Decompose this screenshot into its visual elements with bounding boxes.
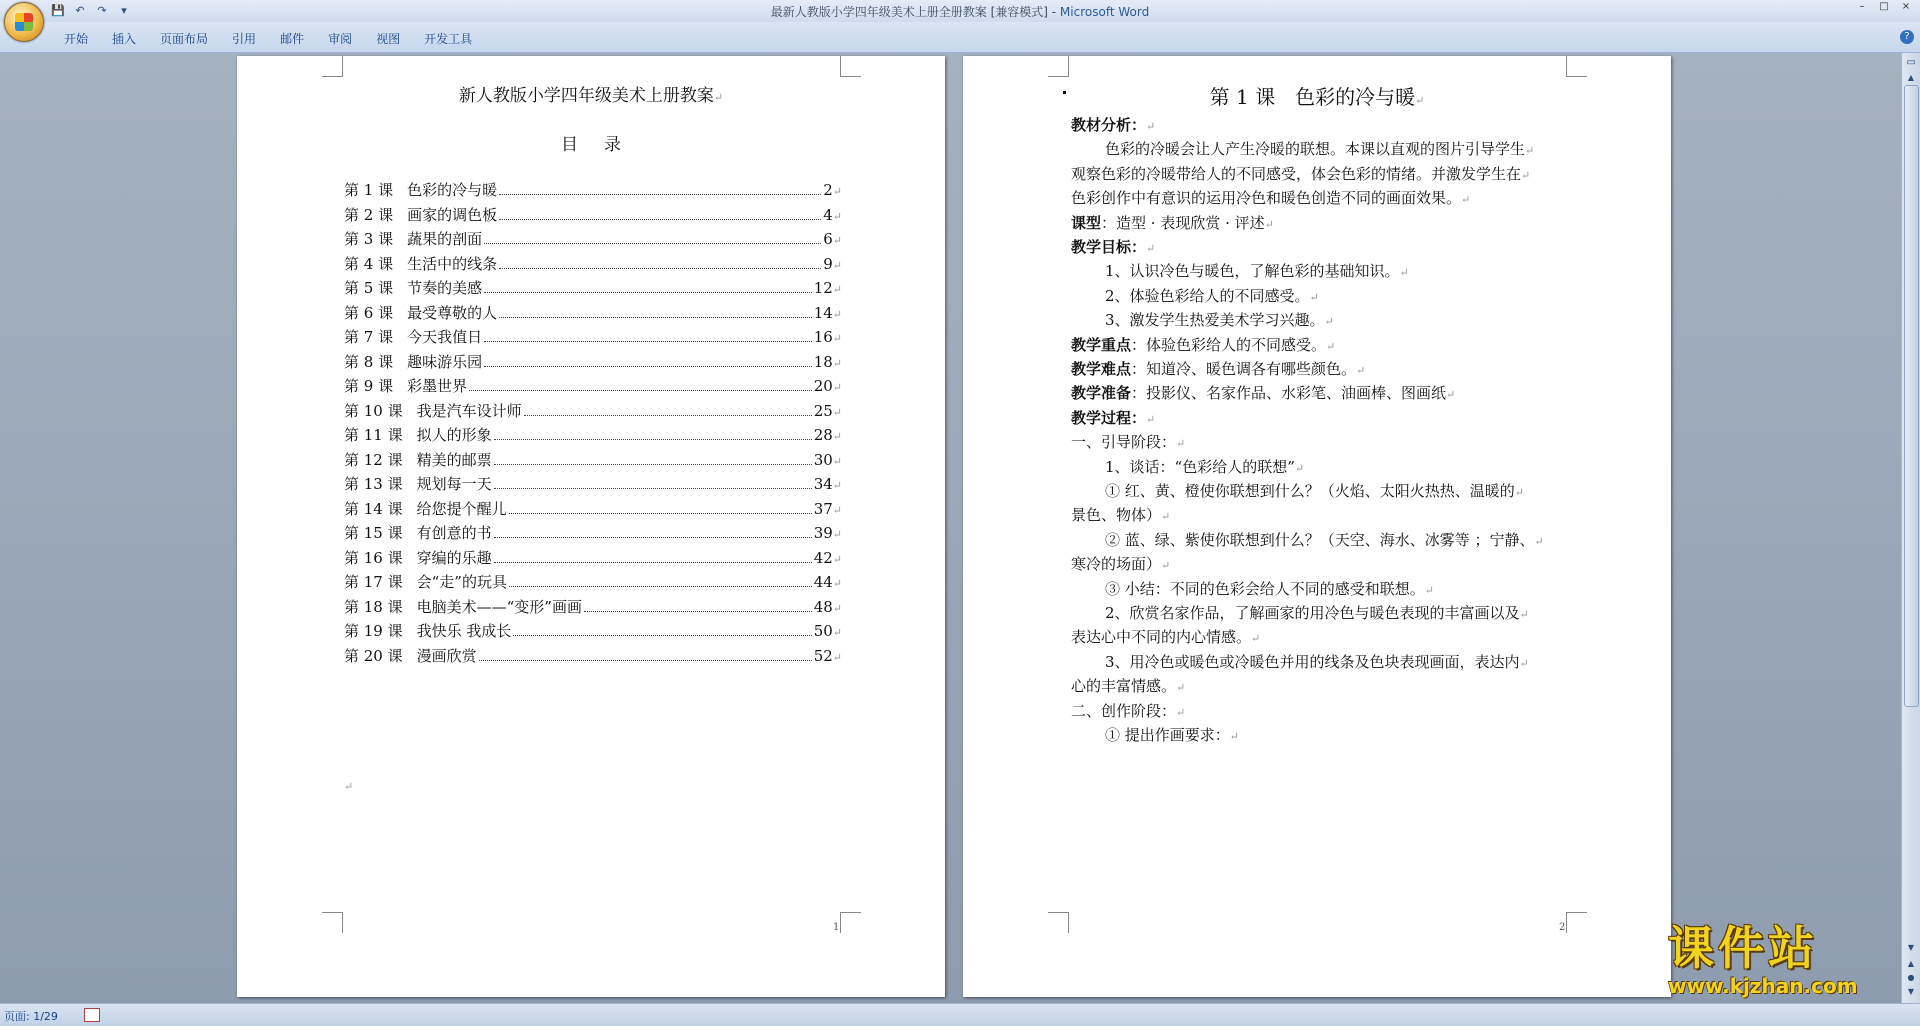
toc-entry-page: 44 — [813, 573, 833, 591]
paragraph-mark: ↵ — [832, 503, 842, 517]
paragraph-mark: ↵ — [832, 650, 842, 664]
toc-leader-dots — [484, 280, 812, 293]
section-label: 教学准备 — [1071, 384, 1132, 403]
paragraph-mark: ↵ — [1176, 705, 1186, 719]
scroll-down-icon[interactable]: ▼ — [1907, 943, 1915, 952]
body-line — [1071, 187, 1470, 208]
toc-entry-page: 42 — [813, 548, 833, 567]
toc-entry[interactable] — [344, 400, 842, 420]
body-line — [1071, 675, 1185, 696]
paragraph-mark: ↵ — [1356, 364, 1366, 377]
toc-entry-page: 37 — [813, 499, 833, 518]
toc-leader-dots — [479, 648, 812, 661]
toc-entry[interactable] — [344, 375, 842, 395]
toc-entry-number: 第 7 课 — [344, 328, 394, 346]
toc-entry-page: 48 — [813, 597, 833, 616]
paragraph-mark: ↵ — [832, 405, 842, 419]
proofing-icon[interactable] — [84, 1008, 100, 1022]
toc-entry-number: 第 9 课 — [344, 377, 394, 395]
document-main-title-text: 新人教版小学四年级美术上册教案 — [458, 86, 714, 106]
body-line — [1071, 382, 1455, 403]
paragraph-mark: ↵ — [1534, 534, 1544, 548]
toc-entry-page: 20 — [813, 377, 833, 395]
margin-corner-mark — [840, 912, 861, 933]
toc-entry-page: 25 — [813, 401, 833, 420]
window-controls — [1852, 0, 1916, 14]
previous-page-icon[interactable]: ▲ — [1907, 959, 1915, 968]
toc-leader-dots — [499, 256, 821, 269]
toc-entry-number: 第 5 课 — [344, 279, 394, 297]
body-text: 2、欣赏名家作品，了解画家的用冷色与暖色表现的丰富画以及 — [1105, 604, 1520, 622]
paragraph-mark: ↵ — [1446, 388, 1456, 402]
toc-leader-dots — [469, 378, 812, 391]
paragraph-mark: ↵ — [832, 283, 842, 296]
body-text: ：体验色彩给人的不同感受。 — [1131, 335, 1327, 354]
close-button[interactable]: × — [1901, 1, 1911, 12]
body-text: 寒冷的场面） — [1071, 555, 1162, 574]
toc-entry[interactable] — [344, 547, 842, 567]
body-text: ：知道冷、暖色调各有哪些颜色。 — [1131, 360, 1357, 378]
document-title: 最新人教版小学四年级美术上册全册教案 [兼容模式] - — [770, 5, 1060, 19]
toc-entry-title: 拟人的形象 — [416, 426, 492, 444]
body-text: ② 蓝、绿、紫使你联想到什么？（天空、海水、冰雾等 ；宁静、 — [1105, 530, 1535, 549]
toc-entry[interactable] — [344, 351, 842, 371]
toc-entry-title: 有创意的书 — [416, 524, 492, 542]
body-text: 1、认识冷色与暖色，了解色彩的基础知识。 — [1105, 262, 1400, 281]
paragraph-mark: ↵ — [1424, 583, 1434, 597]
body-line — [1071, 358, 1365, 379]
paragraph-mark: ↵ — [1519, 656, 1529, 670]
office-button[interactable] — [4, 2, 44, 42]
body-line — [1105, 578, 1434, 599]
toc-leader-dots — [494, 427, 812, 440]
paragraph-mark: ↵ — [1521, 168, 1531, 182]
lesson-title-text: 第 1 课 色彩的冷与暖 — [1209, 85, 1416, 109]
toc-entry-number: 第 10 课 — [344, 401, 403, 420]
browse-object-icon[interactable]: ● — [1907, 973, 1915, 982]
toc-heading — [237, 130, 945, 155]
section-label: 课型 — [1071, 213, 1102, 232]
paragraph-mark: ↵ — [1324, 315, 1334, 329]
body-line — [1071, 700, 1185, 721]
toc-entry[interactable] — [344, 498, 842, 518]
watermark-url: www.kjzhan.com — [1668, 974, 1858, 998]
toc-heading-text: 目录 — [561, 135, 647, 155]
paragraph-mark: ↵ — [1399, 266, 1409, 280]
paragraph-mark: ↵ — [1525, 144, 1535, 158]
paragraph-mark: ↵ — [832, 356, 842, 370]
ruler-toggle-icon[interactable]: ▭ — [1906, 57, 1916, 68]
app-name: Microsoft Word — [1059, 5, 1150, 19]
toc-entry-title: 画家的调色板 — [407, 205, 498, 224]
toc-leader-dots — [509, 574, 812, 587]
toc-entry-number: 第 12 课 — [344, 450, 403, 469]
body-text: 色彩创作中有意识的运用冷色和暖色创造不同的画面效果。 — [1071, 189, 1462, 208]
paragraph-mark: ↵ — [832, 430, 842, 443]
body-text: ：投影仪、名家作品、水彩笔、油画棒、图画纸 — [1131, 384, 1447, 403]
paragraph-mark: ↵ — [1264, 217, 1274, 231]
body-text: 2、体验色彩给人的不同感受。 — [1105, 286, 1310, 305]
toc-entry[interactable] — [344, 204, 842, 224]
toc-leader-dots — [499, 182, 821, 195]
tab-view[interactable]: 视图 — [376, 32, 401, 46]
body-line — [1105, 456, 1304, 477]
paragraph-mark: ↵ — [832, 479, 842, 492]
toc-entry-number: 第 14 课 — [344, 499, 403, 518]
toc-leader-dots — [484, 231, 821, 244]
paragraph-mark: ↵ — [832, 626, 842, 639]
toc-entry[interactable] — [344, 253, 842, 273]
paragraph-mark: ↵ — [1251, 632, 1261, 646]
body-text: 观察色彩的冷暖带给人的不同感受，体会色彩的情绪。并激发学生在 — [1071, 164, 1522, 183]
body-line — [1071, 236, 1155, 257]
body-text: ① 提出作画要求： — [1105, 726, 1230, 744]
toc-leader-dots — [494, 525, 812, 538]
document-workspace — [0, 53, 1902, 1003]
toc-entry-page: 12 — [813, 279, 833, 297]
body-line — [1105, 309, 1334, 330]
body-line — [1105, 724, 1239, 745]
toc-entry-title: 我是汽车设计师 — [416, 401, 522, 420]
paragraph-mark: ↵ — [344, 780, 354, 793]
paragraph-mark: ↵ — [1519, 608, 1529, 621]
toc-entry[interactable] — [344, 449, 842, 469]
toc-leader-dots — [524, 403, 812, 416]
paragraph-mark: ↵ — [1146, 242, 1156, 255]
redo-icon[interactable]: ↷ — [97, 4, 107, 17]
toc-entry[interactable] — [344, 277, 842, 297]
toc-entry-title: 色彩的冷与暖 — [407, 181, 498, 199]
site-watermark — [1668, 922, 1908, 1002]
body-text: 心的丰富情感。 — [1071, 677, 1177, 696]
body-line — [1071, 504, 1170, 525]
margin-corner-mark — [1048, 56, 1069, 77]
toc-entry-page: 50 — [813, 622, 833, 640]
paragraph-mark: ↵ — [832, 332, 842, 345]
paragraph-mark: ↵ — [832, 577, 842, 590]
body-text: 二、创作阶段： — [1071, 701, 1177, 720]
lesson-title — [963, 81, 1671, 110]
toc-entry[interactable] — [344, 522, 842, 542]
toc-entry-title: 节奏的美感 — [407, 279, 483, 297]
toc-entry-number: 第 4 课 — [344, 254, 394, 273]
paragraph-mark: ↵ — [832, 234, 842, 247]
toc-leader-dots — [499, 207, 821, 220]
toc-entry-title: 彩墨世界 — [407, 377, 468, 395]
toc-leader-dots — [494, 452, 812, 465]
toc-entry-number: 第 11 课 — [344, 426, 403, 444]
paragraph-mark: ↵ — [1309, 290, 1319, 304]
body-line — [1105, 138, 1534, 159]
toc-leader-dots — [509, 501, 812, 514]
margin-corner-mark — [840, 56, 861, 77]
body-text: 表达心中不同的内心情感。 — [1071, 628, 1252, 647]
paragraph-mark: ↵ — [832, 185, 842, 198]
toc-entry-title: 电脑美术——“变形”画画 — [416, 597, 582, 616]
toc-entry-number: 第 6 课 — [344, 303, 394, 322]
customize-qat-icon[interactable]: ▾ — [121, 4, 127, 17]
scroll-up-icon[interactable]: ▲ — [1907, 73, 1915, 82]
section-label: 教学目标： — [1071, 238, 1147, 256]
document-main-title — [237, 81, 945, 106]
toc-entry-title: 会“走”的玩具 — [416, 573, 507, 591]
body-line — [1105, 602, 1529, 623]
margin-corner-mark — [322, 912, 343, 933]
toc-leader-dots — [513, 623, 811, 636]
tab-references[interactable]: 引用 — [232, 32, 257, 46]
toc-entry[interactable] — [344, 326, 842, 346]
scrollbar-thumb[interactable] — [1904, 85, 1919, 707]
paragraph-mark: ↵ — [1461, 193, 1471, 207]
paragraph-mark: ↵ — [832, 601, 842, 615]
paragraph-mark: ↵ — [1161, 559, 1171, 573]
toc-leader-dots — [484, 354, 812, 367]
body-line — [1071, 114, 1155, 135]
paragraph-mark: ↵ — [832, 454, 842, 468]
toc-entry-page: 28 — [813, 426, 833, 444]
toc-entry-number: 第 17 课 — [344, 573, 403, 591]
toc-leader-dots — [584, 599, 812, 612]
body-line — [1105, 651, 1529, 672]
body-line — [1071, 163, 1530, 184]
toc-entry[interactable] — [344, 596, 842, 616]
toc-entry-title: 今天我值日 — [407, 328, 483, 346]
paragraph-mark: ↵ — [1514, 486, 1524, 499]
page-number: 1 — [833, 922, 840, 933]
toc-entry-page: 9 — [823, 254, 833, 273]
title-bar — [0, 0, 1920, 22]
margin-corner-mark — [1048, 912, 1069, 933]
toc-entry-number: 第 8 课 — [344, 352, 394, 371]
section-label: 教学重点 — [1071, 335, 1132, 354]
toc-entry-title: 我快乐 我成长 — [416, 622, 512, 640]
body-line — [1105, 285, 1319, 306]
paragraph-mark: ↵ — [1146, 120, 1156, 133]
paragraph-mark: ↵ — [832, 381, 842, 394]
office-logo-icon — [15, 13, 33, 31]
body-line — [1071, 334, 1335, 355]
paragraph-mark: ↵ — [1294, 461, 1305, 475]
toc-entry-number: 第 15 课 — [344, 524, 403, 542]
body-text: 一、引导阶段： — [1071, 433, 1177, 452]
paragraph-mark: ↵ — [1415, 94, 1425, 107]
next-page-icon[interactable]: ▼ — [1907, 987, 1915, 996]
body-line — [1071, 431, 1185, 452]
toc-entry-number: 第 13 课 — [344, 475, 403, 493]
toc-entry-title: 漫画欣赏 — [416, 646, 477, 665]
toc-entry[interactable] — [344, 228, 842, 248]
paragraph-mark: ↵ — [1229, 730, 1239, 743]
vertical-scrollbar[interactable] — [1901, 53, 1920, 1003]
toc-entry-number: 第 18 课 — [344, 597, 403, 616]
toc-entry-number: 第 20 课 — [344, 646, 403, 665]
section-label: 教材分析： — [1071, 116, 1147, 134]
toc-entry[interactable] — [344, 645, 842, 665]
status-bar — [0, 1003, 1920, 1026]
paragraph-mark: ↵ — [1161, 510, 1171, 524]
paragraph-mark: ↵ — [1176, 681, 1186, 695]
body-text: 3、用冷色或暖色或冷暖色并用的线条及色块表现画面，表达内 — [1105, 652, 1520, 671]
body-text: 色彩的冷暖会让人产生冷暖的联想。本课以直观的图片引导学生 — [1105, 140, 1526, 159]
save-icon[interactable]: 💾 — [51, 4, 65, 17]
toc-entry-number: 第 1 课 — [344, 181, 394, 199]
paragraph-mark: ↵ — [832, 258, 842, 272]
toc-entry-number: 第 2 课 — [344, 205, 394, 224]
toc-entry[interactable] — [344, 473, 842, 493]
toc-entry-title: 规划每一天 — [416, 475, 492, 493]
body-text: ① 红、黄、橙使你联想到什么？（火焰、太阳火热热、温暖的 — [1105, 482, 1515, 500]
paragraph-mark: ↵ — [1176, 437, 1186, 451]
page-1[interactable] — [237, 56, 945, 997]
paragraph-mark: ↵ — [1146, 412, 1156, 426]
page-2[interactable] — [963, 56, 1671, 997]
paragraph-mark: ↵ — [832, 552, 842, 566]
toc-entry-number: 第 19 课 — [344, 622, 403, 640]
toc-entry-page: 52 — [813, 646, 833, 665]
paragraph-mark: ↵ — [713, 91, 724, 104]
tab-home[interactable]: 开始 — [64, 32, 89, 46]
body-line — [1105, 529, 1544, 550]
section-label: 教学难点 — [1071, 360, 1132, 378]
paragraph-mark: ↵ — [832, 209, 842, 223]
section-label: 教学过程： — [1071, 408, 1147, 427]
toc-entry-number: 第 3 课 — [344, 230, 394, 248]
body-text: ：造型 · 表现欣赏 · 评述 — [1101, 213, 1265, 232]
toc-entry-page: 14 — [813, 303, 833, 322]
page-number: 2 — [1559, 922, 1566, 933]
paragraph-mark: ↵ — [832, 307, 842, 321]
toc-entry-page: 6 — [823, 230, 833, 248]
body-text: 3、激发学生热爱美术学习兴趣。 — [1105, 311, 1325, 330]
toc-entry-title: 精美的邮票 — [416, 450, 492, 469]
ribbon-tabs — [0, 22, 1920, 53]
body-line — [1105, 480, 1524, 501]
toc-entry-title: 趣味游乐园 — [407, 352, 483, 371]
undo-icon[interactable]: ↶ — [75, 4, 85, 17]
toc-entry-title: 穿编的乐趣 — [416, 548, 492, 567]
toc-entry-page: 16 — [813, 328, 833, 346]
toc-entry-page: 34 — [813, 475, 833, 493]
toc-entry[interactable] — [344, 620, 842, 640]
body-text: 景色、物体） — [1071, 506, 1162, 525]
body-line — [1071, 407, 1155, 428]
help-icon[interactable]: ? — [1900, 30, 1914, 44]
minimize-button[interactable]: – — [1859, 1, 1865, 12]
toc-entry-page: 4 — [823, 205, 833, 224]
paragraph-mark: ↵ — [832, 528, 842, 541]
toc-entry-title: 生活中的线条 — [407, 254, 498, 273]
body-line — [1071, 212, 1274, 233]
toc-entry[interactable] — [344, 179, 842, 199]
margin-corner-mark — [1566, 912, 1587, 933]
toc-entry-title: 给您提个醒儿 — [416, 499, 507, 518]
toc-entry-number: 第 16 课 — [344, 548, 403, 567]
toc-leader-dots — [484, 329, 812, 342]
tab-developer[interactable]: 开发工具 — [424, 32, 473, 46]
toc-entry-page: 18 — [813, 352, 833, 371]
toc-entry[interactable] — [344, 424, 842, 444]
tab-mailings[interactable]: 邮件 — [280, 32, 305, 46]
toc-leader-dots — [499, 305, 812, 318]
page-count-status[interactable]: 页面: 1/29 — [4, 1010, 58, 1023]
body-text: ③ 小结：不同的色彩会给人不同的感受和联想。 — [1105, 579, 1425, 598]
window-title — [0, 3, 1920, 20]
maximize-button[interactable]: □ — [1879, 1, 1889, 12]
tab-page-layout[interactable]: 页面布局 — [160, 32, 209, 46]
margin-corner-mark — [1566, 56, 1587, 77]
paragraph-mark: ↵ — [1326, 339, 1336, 353]
tab-review[interactable]: 审阅 — [328, 32, 353, 46]
toc-entry[interactable] — [344, 571, 842, 591]
body-text: 1、谈话：“色彩给人的联想” — [1105, 457, 1295, 476]
margin-corner-mark — [322, 56, 343, 77]
tab-insert[interactable]: 插入 — [112, 32, 137, 46]
toc-entry-page: 2 — [823, 181, 833, 199]
body-line — [1071, 626, 1260, 647]
toc-entry-title: 蔬果的剖面 — [407, 230, 483, 248]
toc-entry-page: 30 — [813, 450, 833, 469]
body-line — [1071, 553, 1170, 574]
toc-entry-page: 39 — [813, 524, 833, 542]
body-line — [1105, 260, 1409, 281]
toc-leader-dots — [494, 476, 812, 489]
watermark-logo-text: 课件站 — [1668, 921, 1818, 975]
toc-leader-dots — [494, 550, 812, 563]
toc-entry[interactable] — [344, 302, 842, 322]
toc-entry-title: 最受尊敬的人 — [407, 303, 498, 322]
